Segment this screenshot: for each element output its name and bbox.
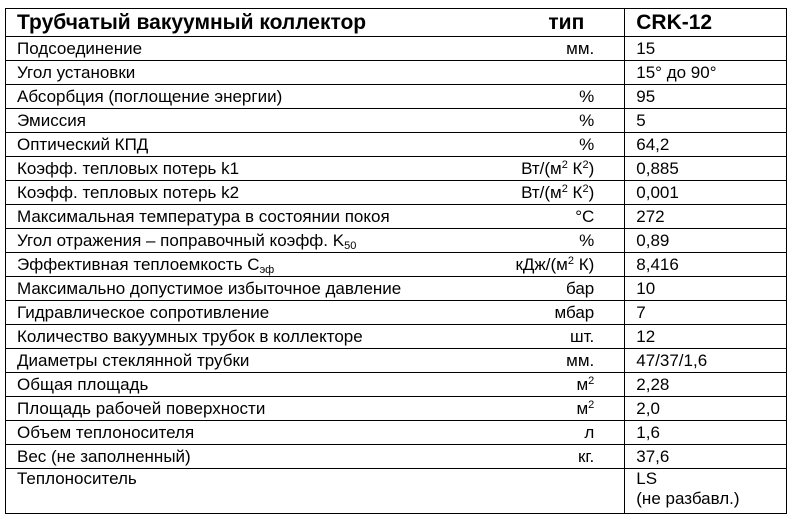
row-value: 12 <box>625 325 787 349</box>
table-row <box>6 37 787 61</box>
table-row <box>6 421 787 445</box>
row-unit: $м^2$ <box>483 397 625 421</box>
row-label: Угол установки <box>6 61 484 85</box>
row-value: 15 <box>625 37 787 61</box>
row-value: 8,416 <box>625 253 787 277</box>
table-row <box>6 181 787 205</box>
row-unit: шт. <box>483 325 625 349</box>
row-unit: °C <box>483 205 625 229</box>
row-label: Количество вакуумных трубок в коллекторе <box>6 325 484 349</box>
row-label: Общая площадь <box>6 373 484 397</box>
row-label: Теплоноситель <box>6 469 484 514</box>
row-value: 2,0 <box>625 397 787 421</box>
row-label: Объем теплоносителя <box>6 421 484 445</box>
row-unit: % <box>483 109 625 133</box>
model-name: CRK-12 <box>625 9 787 37</box>
row-unit <box>483 469 625 514</box>
row-value: 47/37/1,6 <box>625 349 787 373</box>
row-unit: бар <box>483 277 625 301</box>
table-row <box>6 229 787 253</box>
row-value: 1,6 <box>625 421 787 445</box>
row-label: Максимально допустимое избыточное давление <box>6 277 484 301</box>
table-row <box>6 397 787 421</box>
table-title: Трубчатый вакуумный коллектор <box>6 9 484 37</box>
table-row <box>6 445 787 469</box>
row-unit: кг. <box>483 445 625 469</box>
row-value: LS (не разбавл.) <box>625 469 787 514</box>
row-unit: $Вт/(м^2$ $К^2$) <box>483 157 625 181</box>
row-label: Эмиссия <box>6 109 484 133</box>
row-unit <box>483 61 625 85</box>
table-row <box>6 469 787 514</box>
row-label: Коэфф. тепловых потерь k2 <box>6 181 484 205</box>
row-value: 64,2 <box>625 133 787 157</box>
table-row <box>6 325 787 349</box>
row-label: Максимальная температура в состоянии покоя <box>6 205 484 229</box>
table-row <box>6 109 787 133</box>
row-label: Оптический КПД <box>6 133 484 157</box>
table-row <box>6 61 787 85</box>
row-label: Площадь рабочей поверхности <box>6 397 484 421</box>
table-row <box>6 85 787 109</box>
row-value: 0,885 <box>625 157 787 181</box>
row-label: Вес (не заполненный) <box>6 445 484 469</box>
row-label: Эффективная теплоемкость $C_{эф}$ <box>6 253 484 277</box>
table-row <box>6 373 787 397</box>
specification-table <box>5 8 787 514</box>
table-row <box>6 277 787 301</box>
row-unit: мбар <box>483 301 625 325</box>
row-unit: мм. <box>483 37 625 61</box>
row-unit: $Вт/(м^2$ $К^2$) <box>483 181 625 205</box>
table-row <box>6 133 787 157</box>
table-row <box>6 301 787 325</box>
row-label: Подсоединение <box>6 37 484 61</box>
row-value: 10 <box>625 277 787 301</box>
row-value: 0,89 <box>625 229 787 253</box>
row-value: 7 <box>625 301 787 325</box>
row-value: 2,28 <box>625 373 787 397</box>
row-unit: $м^2$ <box>483 373 625 397</box>
row-value: 15° до 90° <box>625 61 787 85</box>
row-value: 5 <box>625 109 787 133</box>
table-row <box>6 157 787 181</box>
row-unit: % <box>483 133 625 157</box>
table-header-row <box>6 9 787 37</box>
type-label: тип <box>483 9 625 37</box>
row-unit: л <box>483 421 625 445</box>
row-value: 95 <box>625 85 787 109</box>
row-value: 0,001 <box>625 181 787 205</box>
row-label: Коэфф. тепловых потерь k1 <box>6 157 484 181</box>
row-label: Абсорбция (поглощение энергии) <box>6 85 484 109</box>
row-unit: % <box>483 229 625 253</box>
row-label: Диаметры стеклянной трубки <box>6 349 484 373</box>
row-value: 272 <box>625 205 787 229</box>
row-label: Угол отражения – поправочный коэфф. $K_{50}$ <box>6 229 484 253</box>
row-unit: мм. <box>483 349 625 373</box>
table-row <box>6 205 787 229</box>
row-label: Гидравлическое сопротивление <box>6 301 484 325</box>
table-row <box>6 349 787 373</box>
row-value: 37,6 <box>625 445 787 469</box>
table-row <box>6 253 787 277</box>
row-unit: % <box>483 85 625 109</box>
row-unit: кДж/($м^2$ К) <box>483 253 625 277</box>
